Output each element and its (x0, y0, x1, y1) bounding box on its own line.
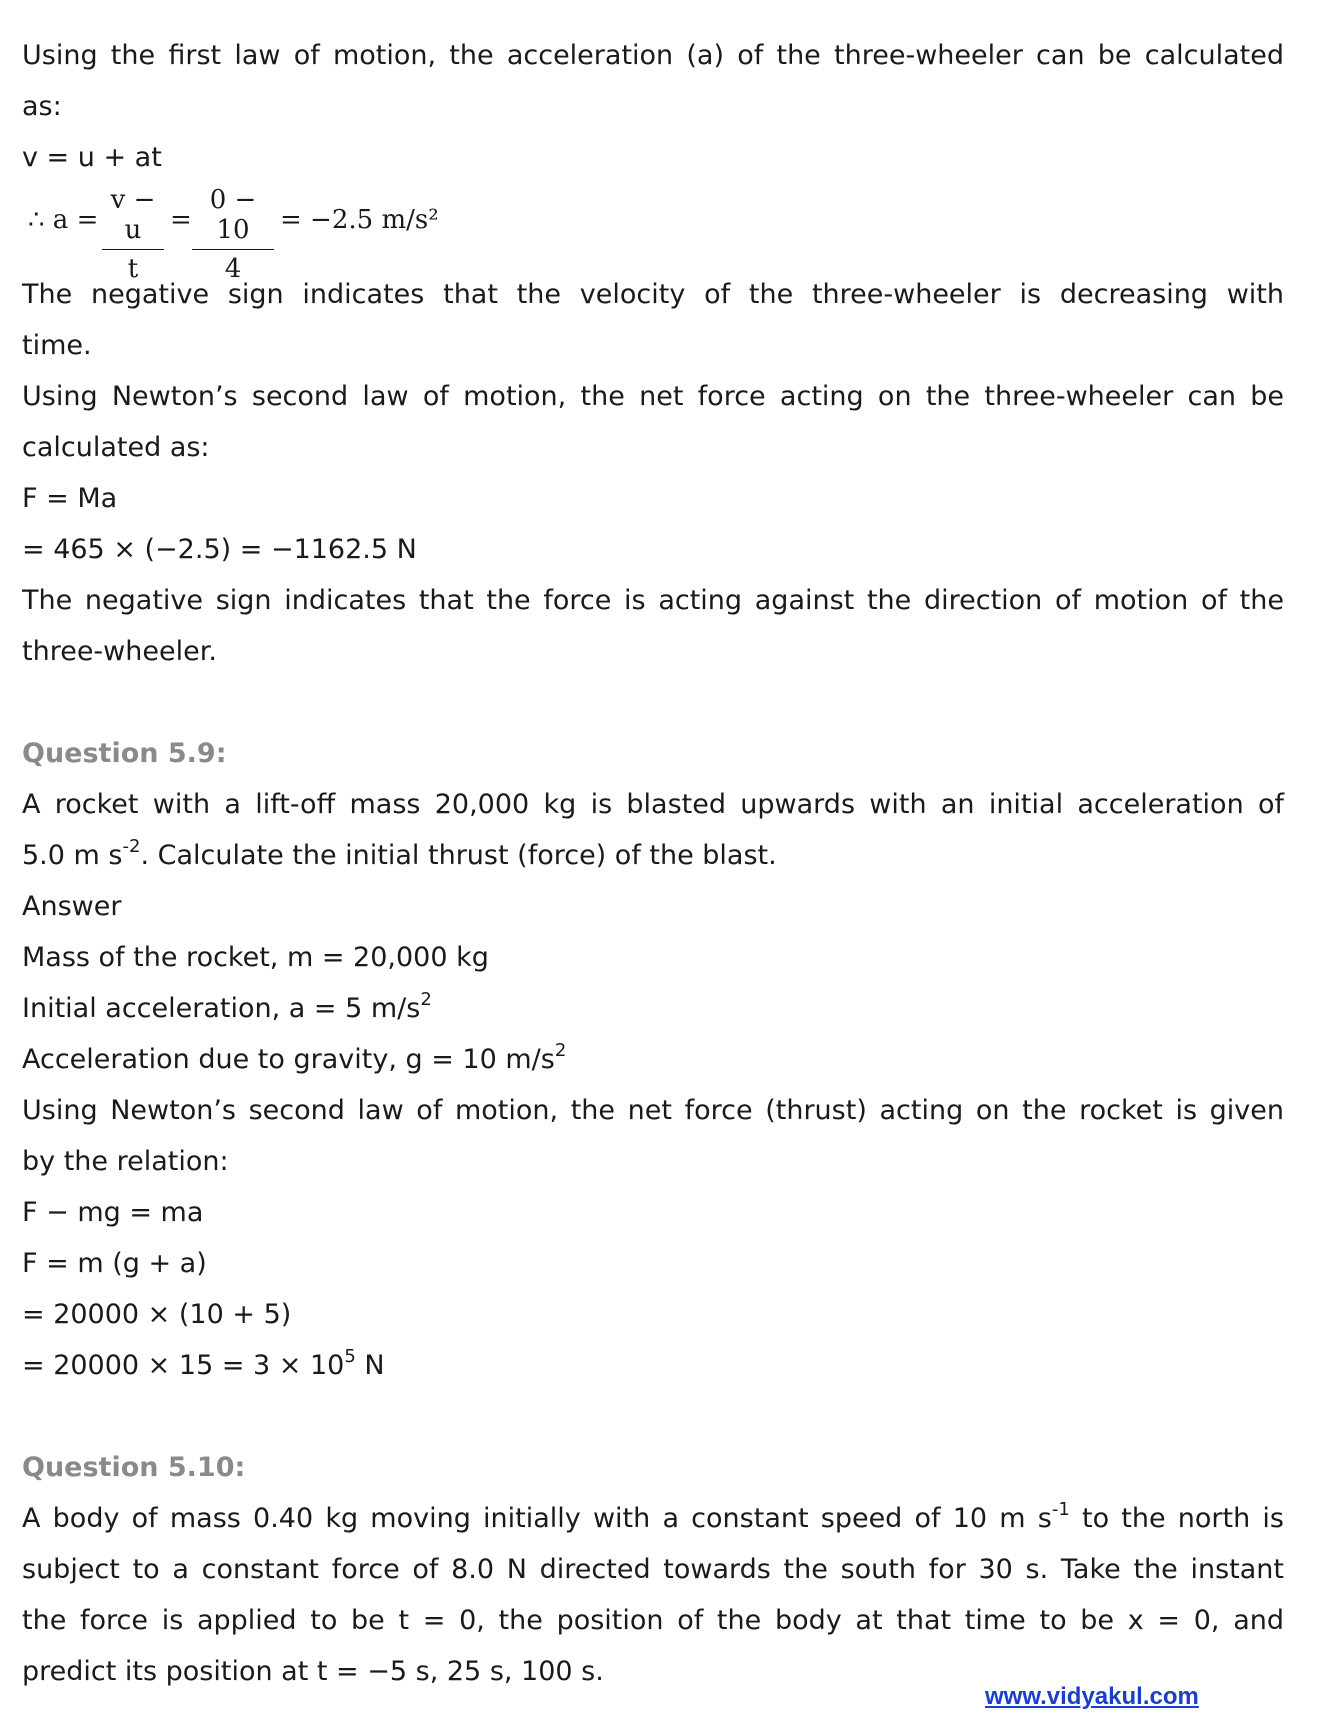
equation: = 465 × (−2.5) = −1162.5 N (22, 534, 417, 565)
fraction-equals: = (170, 205, 192, 235)
question-text: 5.0 m $s^{-2}$. Calculate the initial thrust (force) of the blast. (22, 836, 777, 871)
explanation-text: by the relation: (22, 1146, 229, 1177)
equation: F = m (g + a) (22, 1248, 207, 1279)
fraction-1-denominator: t (127, 254, 139, 284)
explanation-text: The negative sign indicates that the force is acting against the direction of motion of the (22, 585, 1284, 616)
question-text: the force is applied to be t = 0, the position of the body at that time to be x = 0, and (22, 1605, 1284, 1636)
equation: v = u + at (22, 142, 162, 173)
fraction-2-denominator: 4 (224, 254, 242, 284)
given-value: Mass of the rocket, m = 20,000 kg (22, 942, 489, 973)
explanation-text: three-wheeler. (22, 636, 217, 667)
fraction-result: = −2.5 m/s² (280, 205, 439, 235)
question-text: A body of mass 0.40 kg moving initially with a constant speed of 10 m $s^{-1}$ to the north is (22, 1499, 1284, 1534)
equation: F = Ma (22, 483, 118, 514)
explanation-text: The negative sign indicates that the velocity of the three-wheeler is decreasing with (22, 279, 1284, 310)
intro-text: Using the first law of motion, the acceleration (a) of the three-wheeler can be calculated (22, 40, 1284, 71)
explanation-text: time. (22, 330, 92, 361)
website-link[interactable]: www.vidyakul.com (985, 1683, 1199, 1710)
explanation-text: calculated as: (22, 432, 210, 463)
document-body (22, 30, 1284, 1697)
equation: = 20000 × (10 + 5) (22, 1299, 292, 1330)
question-text: predict its position at t = −5 s, 25 s, 100 s. (22, 1656, 604, 1687)
intro-text: as: (22, 91, 62, 122)
acceleration-fraction-equation (22, 183, 1284, 284)
equation: F − mg = ma (22, 1197, 204, 1228)
question-heading: Question 5.9: (22, 738, 227, 769)
equation: = $20000 \times 15 = 3 \times 10^5$ N (22, 1346, 385, 1381)
fraction-2-numerator: 0 − 10 (209, 185, 257, 245)
fraction-prefix: ∴ a = (28, 205, 99, 235)
fraction-1-numerator: v − u (110, 185, 156, 245)
explanation-text: Using Newton’s second law of motion, the net force (thrust) acting on the rocket is given (22, 1095, 1284, 1126)
question-text: A rocket with a lift-off mass 20,000 kg is blasted upwards with an initial acceleration of (22, 789, 1284, 820)
fraction-2 (192, 185, 274, 284)
answer-label: Answer (22, 891, 122, 922)
question-text: subject to a constant force of 8.0 N directed towards the south for 30 s. Take the instant (22, 1554, 1284, 1585)
fraction-1 (102, 185, 164, 284)
question-heading: Question 5.10: (22, 1452, 246, 1483)
given-value: Initial acceleration, a = 5 $m/s^2$ (22, 989, 432, 1024)
explanation-text: Using Newton’s second law of motion, the net force acting on the three-wheeler can be (22, 381, 1284, 412)
given-value: Acceleration due to gravity, g = 10 $m/s^2$ (22, 1040, 567, 1075)
